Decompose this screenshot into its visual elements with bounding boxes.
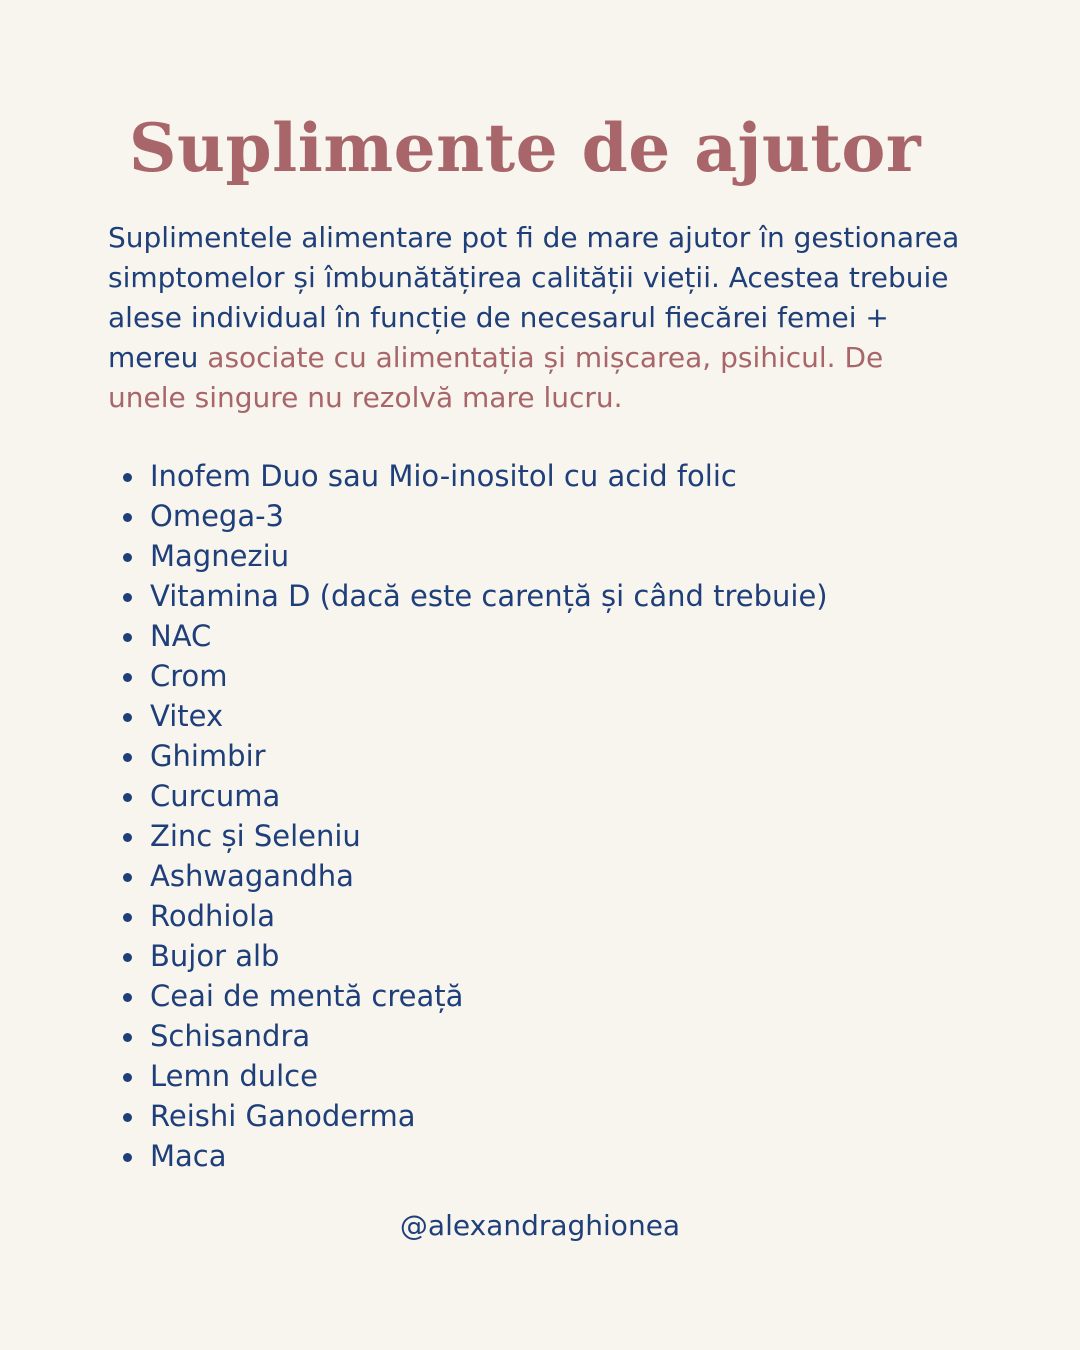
bullet-icon [123, 1033, 132, 1042]
author-handle[interactable]: @alexandraghionea [399, 1209, 681, 1242]
bullet-icon [123, 793, 132, 802]
supplement-label: Schisandra [150, 1019, 311, 1053]
supplement-label: NAC [150, 619, 212, 653]
list-item [108, 976, 828, 1016]
list-item [108, 856, 828, 896]
supplement-label: Zinc și Seleniu [150, 819, 361, 853]
list-item [108, 936, 828, 976]
bullet-icon [123, 753, 132, 762]
list-item [108, 816, 828, 856]
bullet-icon [123, 913, 132, 922]
supplements-list [108, 456, 828, 1176]
bullet-icon [123, 953, 132, 962]
supplement-label: Maca [150, 1139, 227, 1173]
list-item [108, 776, 828, 816]
list-item [108, 1056, 828, 1096]
list-item [108, 1096, 828, 1136]
supplement-label: Crom [150, 659, 228, 693]
bullet-icon [123, 833, 132, 842]
supplement-label: Vitamina D (dacă este carență și când trebuie) [150, 579, 828, 613]
list-item [108, 696, 828, 736]
bullet-icon [123, 1113, 132, 1122]
list-item [108, 536, 828, 576]
supplement-label: Ashwagandha [150, 859, 354, 893]
page-title: Suplimente de ajutor [128, 109, 922, 187]
bullet-icon [123, 473, 132, 482]
supplement-label: Curcuma [150, 779, 281, 813]
list-item [108, 1016, 828, 1056]
bullet-icon [123, 993, 132, 1002]
supplement-label: Vitex [150, 699, 224, 733]
supplement-label: Omega-3 [150, 499, 285, 533]
bullet-icon [123, 673, 132, 682]
bullet-icon [123, 553, 132, 562]
list-item [108, 1136, 828, 1176]
intro-text: Suplimentele alimentare pot fi de mare ajutor în gestionarea simptomelor și îmbunătățirea calității vieții. Acestea trebuie alese individual în funcție de necesarul fiecărei femei + mereu [108, 221, 960, 374]
intro-highlight-text: asociate cu alimentația și mișcarea, psihicul. De unele singure nu rezolvă mare lucru. [108, 341, 884, 414]
list-item [108, 896, 828, 936]
list-item [108, 736, 828, 776]
supplement-label: Magneziu [150, 539, 290, 573]
list-item [108, 496, 828, 536]
list-item [108, 616, 828, 656]
bullet-icon [123, 1153, 132, 1162]
supplement-label: Ghimbir [150, 739, 266, 773]
intro-paragraph [108, 218, 968, 418]
supplement-label: Ceai de mentă creață [150, 979, 464, 1013]
list-item [108, 656, 828, 696]
bullet-icon [123, 1073, 132, 1082]
list-item [108, 456, 828, 496]
supplement-label: Rodhiola [150, 899, 276, 933]
supplement-label: Reishi Ganoderma [150, 1099, 416, 1133]
bullet-icon [123, 873, 132, 882]
supplement-label: Bujor alb [150, 939, 280, 973]
list-item [108, 576, 828, 616]
supplement-label: Inofem Duo sau Mio-inositol cu acid folic [150, 459, 737, 493]
bullet-icon [123, 513, 132, 522]
bullet-icon [123, 633, 132, 642]
bullet-icon [123, 713, 132, 722]
bullet-icon [123, 593, 132, 602]
supplement-label: Lemn dulce [150, 1059, 318, 1093]
